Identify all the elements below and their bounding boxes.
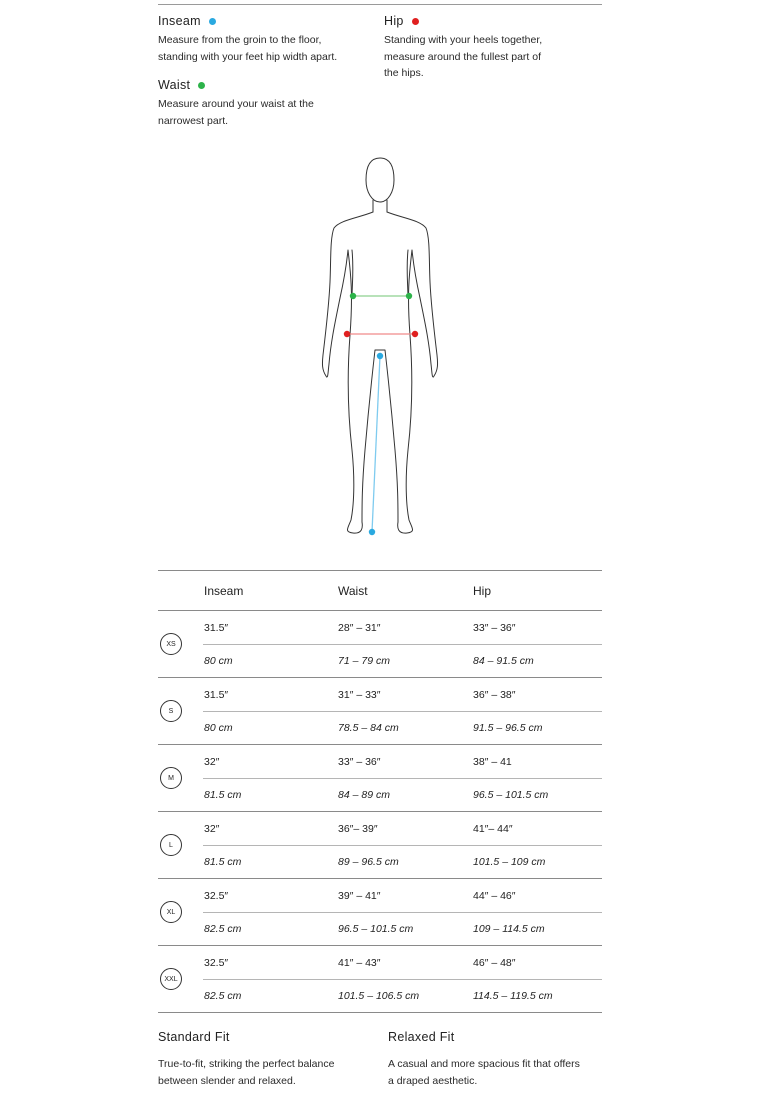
- table-row: [158, 980, 602, 1013]
- hip-cm: 91.5 – 96.5 cm: [472, 712, 602, 745]
- inseam-cm: 81.5 cm: [203, 779, 337, 812]
- waist-title: Waist: [158, 78, 191, 92]
- table-header-row: [158, 571, 602, 611]
- hip-inches: 38″ – 41: [472, 745, 602, 779]
- hip-dot-icon: [412, 18, 419, 25]
- hip-inches: 41″– 44″: [472, 812, 602, 846]
- table-row: [158, 712, 602, 745]
- hip-cm: 101.5 – 109 cm: [472, 846, 602, 879]
- relaxed-fit-title: Relaxed Fit: [388, 1030, 455, 1044]
- hip-inches: 44″ – 46″: [472, 879, 602, 913]
- hip-cm: 109 – 114.5 cm: [472, 913, 602, 946]
- waist-cm: 71 – 79 cm: [337, 645, 472, 678]
- waist-cm: 78.5 – 84 cm: [337, 712, 472, 745]
- waist-cm: 96.5 – 101.5 cm: [337, 913, 472, 946]
- hip-cm: 84 – 91.5 cm: [472, 645, 602, 678]
- table-row: [158, 812, 602, 846]
- table-row: [158, 913, 602, 946]
- hip-inches: 46″ – 48″: [472, 946, 602, 980]
- inseam-cm: 80 cm: [203, 645, 337, 678]
- size-badge: M: [160, 767, 182, 789]
- standard-fit: [158, 1030, 334, 1089]
- waist-inches: 31″ – 33″: [337, 678, 472, 712]
- waist-cm: 101.5 – 106.5 cm: [337, 980, 472, 1013]
- size-badge: XL: [160, 901, 182, 923]
- inseam-block: [158, 14, 337, 65]
- size-table: [158, 570, 602, 1013]
- hip-block: [384, 14, 542, 82]
- hip-cm: 96.5 – 101.5 cm: [472, 779, 602, 812]
- inseam-inches: 32.5″: [203, 879, 337, 913]
- header-hip: Hip: [472, 571, 602, 611]
- waist-inches: 41″ – 43″: [337, 946, 472, 980]
- body-silhouette-icon: [300, 150, 460, 545]
- table-row: [158, 946, 602, 980]
- size-badge: XS: [160, 633, 182, 655]
- size-badge: XXL: [160, 968, 182, 990]
- inseam-inches: 32″: [203, 745, 337, 779]
- table-row: [158, 611, 602, 645]
- inseam-cm: 82.5 cm: [203, 913, 337, 946]
- waist-cm: 84 – 89 cm: [337, 779, 472, 812]
- standard-fit-description: True-to-fit, striking the perfect balance between slender and relaxed.: [158, 1058, 335, 1087]
- waist-cm: 89 – 96.5 cm: [337, 846, 472, 879]
- table-row: [158, 779, 602, 812]
- inseam-inches: 32″: [203, 812, 337, 846]
- hip-description: Standing with your heels together, measure around the fullest part of the hips.: [384, 34, 543, 79]
- inseam-cm: 82.5 cm: [203, 980, 337, 1013]
- size-badge: L: [160, 834, 182, 856]
- waist-block: [158, 78, 314, 129]
- waist-description: Measure around your waist at the narrowest part.: [158, 98, 314, 127]
- top-divider: [158, 4, 602, 5]
- inseam-cm: 80 cm: [203, 712, 337, 745]
- hip-cm: 114.5 – 119.5 cm: [472, 980, 602, 1013]
- inseam-inches: 32.5″: [203, 946, 337, 980]
- inseam-inches: 31.5″: [203, 678, 337, 712]
- table-row: [158, 745, 602, 779]
- table-row: [158, 645, 602, 678]
- inseam-cm: 81.5 cm: [203, 846, 337, 879]
- waist-inches: 28″ – 31″: [337, 611, 472, 645]
- waist-inches: 39″ – 41″: [337, 879, 472, 913]
- inseam-inches: 31.5″: [203, 611, 337, 645]
- waist-inches: 33″ – 36″: [337, 745, 472, 779]
- relaxed-fit: [388, 1030, 580, 1089]
- table-row: [158, 678, 602, 712]
- size-badge: S: [160, 700, 182, 722]
- standard-fit-title: Standard Fit: [158, 1030, 230, 1044]
- inseam-dot-icon: [209, 18, 216, 25]
- waist-dot-icon: [198, 82, 205, 89]
- hip-inches: 36″ – 38″: [472, 678, 602, 712]
- hip-title: Hip: [384, 14, 404, 28]
- header-inseam: Inseam: [203, 571, 337, 611]
- table-row: [158, 879, 602, 913]
- header-waist: Waist: [337, 571, 472, 611]
- inseam-title: Inseam: [158, 14, 201, 28]
- table-row: [158, 846, 602, 879]
- inseam-description: Measure from the groin to the floor, standing with your feet hip width apart.: [158, 34, 338, 63]
- waist-inches: 36″– 39″: [337, 812, 472, 846]
- relaxed-fit-description: A casual and more spacious fit that offers a draped aesthetic.: [388, 1058, 580, 1087]
- hip-inches: 33″ – 36″: [472, 611, 602, 645]
